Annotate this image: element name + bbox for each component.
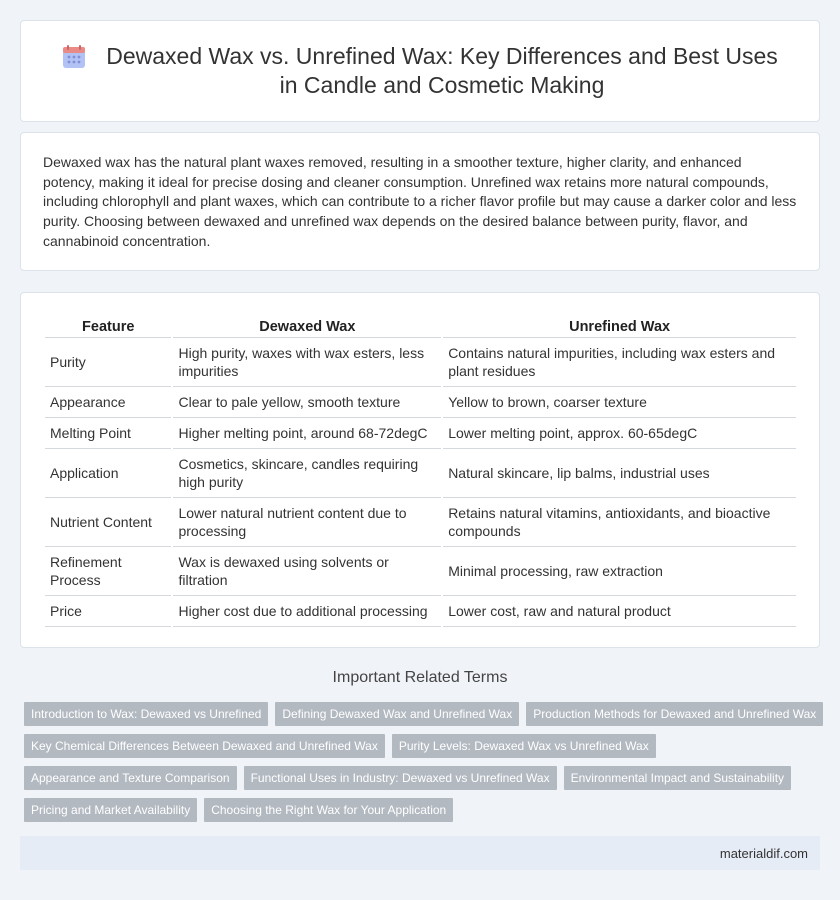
- related-term-link[interactable]: Choosing the Right Wax for Your Application: [204, 798, 453, 822]
- footer: [20, 836, 820, 870]
- footer-site-name[interactable]: materialdif.com: [719, 845, 808, 861]
- feature-cell: Application: [45, 449, 171, 498]
- dewaxed-cell: Clear to pale yellow, smooth texture: [173, 387, 441, 418]
- tag-row: [24, 702, 824, 726]
- related-term-link[interactable]: Appearance and Texture Comparison: [24, 766, 237, 790]
- related-term-link[interactable]: Defining Dewaxed Wax and Unrefined Wax: [275, 702, 519, 726]
- table-row: [45, 387, 796, 418]
- table-header-row: [45, 315, 796, 338]
- dewaxed-cell: Cosmetics, skincare, candles requiring high purity: [173, 449, 441, 498]
- title-row: [21, 21, 819, 121]
- feature-cell: Refinement Process: [45, 547, 171, 596]
- related-term-link[interactable]: Introduction to Wax: Dewaxed vs Unrefined: [24, 702, 268, 726]
- feature-cell: Nutrient Content: [45, 498, 171, 547]
- dewaxed-cell: Higher cost due to additional processing: [173, 596, 441, 627]
- feature-cell: Appearance: [45, 387, 171, 418]
- related-terms-title: Important Related Terms: [332, 669, 508, 686]
- header-card: [20, 20, 820, 122]
- unrefined-cell: Contains natural impurities, including wax esters and plant residues: [443, 338, 796, 387]
- feature-cell: Purity: [45, 338, 171, 387]
- table-row: [45, 338, 796, 387]
- unrefined-cell: Natural skincare, lip balms, industrial uses: [443, 449, 796, 498]
- header-unrefined: Unrefined Wax: [443, 315, 796, 338]
- tag-row: [24, 798, 824, 822]
- related-term-link[interactable]: Pricing and Market Availability: [24, 798, 197, 822]
- related-term-link[interactable]: Functional Uses in Industry: Dewaxed vs Unrefined Wax: [244, 766, 557, 790]
- tag-row: [24, 734, 824, 758]
- intro-card: [20, 132, 820, 271]
- feature-cell: Melting Point: [45, 418, 171, 449]
- feature-cell: Price: [45, 596, 171, 627]
- intro-paragraph: Dewaxed wax has the natural plant waxes removed, resulting in a smoother texture, higher clarity, and enhanced potency, making it ideal for precise dosing and cleaner consumption. Unrefined wax retains more natural compounds, including chlorophyll and plant waxes, which can contribute to a richer flavor profile but may cause a darker color and less purity. Choosing between dewaxed and unrefined wax depends on the desired balance between purity, flavor, and cannabinoid concentration.: [43, 154, 797, 249]
- header-dewaxed: Dewaxed Wax: [173, 315, 441, 338]
- table-row: [45, 547, 796, 596]
- unrefined-cell: Retains natural vitamins, antioxidants, and bioactive compounds: [443, 498, 796, 547]
- dewaxed-cell: Wax is dewaxed using solvents or filtration: [173, 547, 441, 596]
- related-term-link[interactable]: Environmental Impact and Sustainability: [564, 766, 791, 790]
- calendar-icon: [61, 44, 87, 70]
- table-row: [45, 449, 796, 498]
- unrefined-cell: Lower cost, raw and natural product: [443, 596, 796, 627]
- table-row: [45, 596, 796, 627]
- table-row: [45, 418, 796, 449]
- dewaxed-cell: High purity, waxes with wax esters, less impurities: [173, 338, 441, 387]
- header-feature: Feature: [45, 315, 171, 338]
- unrefined-cell: Minimal processing, raw extraction: [443, 547, 796, 596]
- related-term-link[interactable]: Production Methods for Dewaxed and Unrefined Wax: [526, 702, 823, 726]
- related-term-link[interactable]: Purity Levels: Dewaxed Wax vs Unrefined Wax: [392, 734, 656, 758]
- dewaxed-cell: Higher melting point, around 68-72degC: [173, 418, 441, 449]
- comparison-table: [43, 315, 798, 627]
- table-row: [45, 498, 796, 547]
- comparison-table-card: [20, 292, 820, 648]
- dewaxed-cell: Lower natural nutrient content due to processing: [173, 498, 441, 547]
- page-title: Dewaxed Wax vs. Unrefined Wax: Key Differences and Best Uses in Candle and Cosmetic Making: [106, 43, 778, 98]
- unrefined-cell: Lower melting point, approx. 60-65degC: [443, 418, 796, 449]
- related-terms-tags: [24, 702, 824, 830]
- tag-row: [24, 766, 824, 790]
- unrefined-cell: Yellow to brown, coarser texture: [443, 387, 796, 418]
- related-term-link[interactable]: Key Chemical Differences Between Dewaxed and Unrefined Wax: [24, 734, 385, 758]
